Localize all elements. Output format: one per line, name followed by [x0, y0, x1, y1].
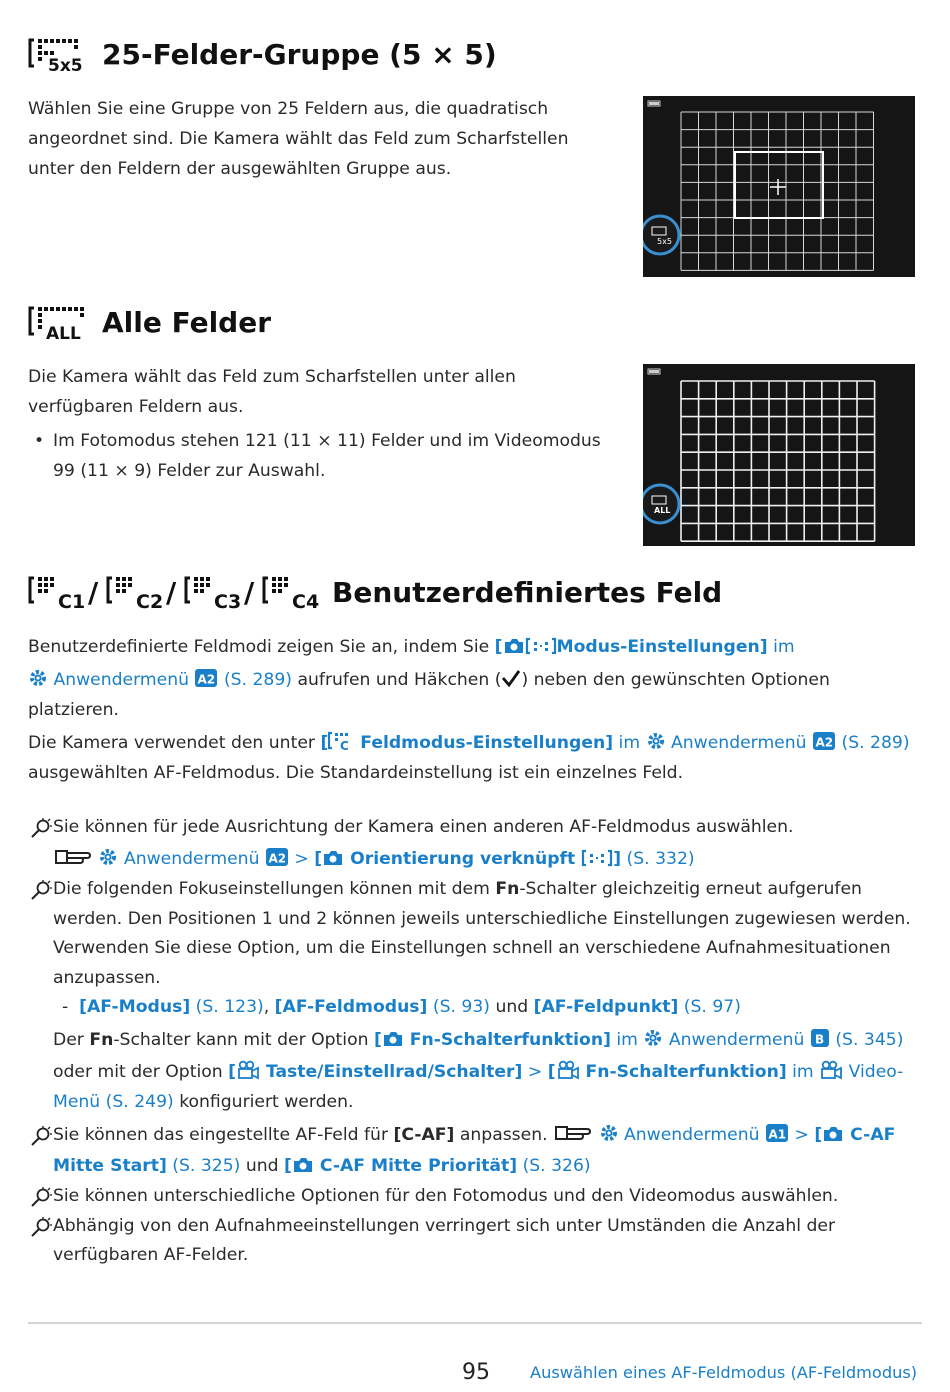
- mode-badge-all: [643, 485, 679, 523]
- tip2-line6: Der Fn-Schalter kann mit der Option [ Fn-Schalterfunktion] im Anwendermenü B (S. 345): [53, 1030, 904, 1050]
- section2-paragraph: Die Kamera wählt das Feld zum Scharfstellen unter allen verfügbaren Feldern aus.: [28, 367, 516, 417]
- tip3-line1: Sie können das eingestellte AF-Feld für [C-AF] anpassen. Anwendermenü A1 > [ C-AF: [53, 1125, 896, 1145]
- menu-badge: [812, 733, 836, 753]
- camera-icon: [292, 1156, 314, 1174]
- menu-badge: [765, 1125, 789, 1145]
- tip2-line8: Menü (S. 249) konfiguriert werden.: [53, 1092, 354, 1112]
- camera-icon: [322, 849, 344, 867]
- tip2-line7: oder mit der Option [ Taste/Einstellrad/Schalter] > [ Fn-Schalterfunktion] im Video-: [53, 1062, 904, 1082]
- svg-text:A2: A2: [815, 735, 834, 750]
- gear-icon: [599, 1123, 619, 1143]
- tip-icon: [30, 879, 52, 905]
- heading-all-fields: [28, 304, 271, 340]
- svg-text:/: /: [166, 576, 177, 609]
- tip5-line2: verfügbaren AF-Felder.: [53, 1245, 249, 1265]
- section3-line5: ausgewählten AF-Feldmodus. Die Standardeinstellung ist ein einzelnes Feld.: [28, 763, 684, 783]
- svg-text:5x5: 5x5: [657, 237, 672, 246]
- checkmark-icon: [501, 668, 521, 688]
- af-area-5x5-icon: [28, 36, 92, 72]
- tip2-line1: Die folgenden Fokuseinstellungen können mit dem Fn-Schalter gleichzeitig erneut aufgerufen: [53, 879, 862, 899]
- svg-text:A2: A2: [197, 672, 216, 687]
- af-target-icon: [525, 637, 557, 655]
- menu-badge: [265, 849, 289, 869]
- section-title: 25-Felder-Gruppe (5 × 5): [102, 37, 497, 71]
- section1-paragraph: Wählen Sie eine Gruppe von 25 Feldern aus, die quadratisch angeordnet sind. Die Kamera wählt das Feld zum Scharfstellen unter den Feldern der ausgewählten Gruppe aus.: [28, 99, 569, 179]
- heading-25-field-group: [28, 36, 497, 72]
- footer-chapter-link[interactable]: Auswählen eines AF-Feldmodus (AF-Feldmodus): [530, 1363, 918, 1382]
- svg-text:A2: A2: [268, 851, 287, 866]
- custom-menu-link[interactable]: Anwendermenü: [98, 849, 259, 869]
- camera-icon: [822, 1125, 844, 1143]
- page-ref-link[interactable]: (S. 289): [223, 670, 292, 690]
- footer-divider: [28, 1322, 922, 1324]
- section3-line2: Anwendermenü A2 (S. 289) aufrufen und Häkchen ( ) neben den gewünschten Optionen: [28, 665, 830, 695]
- modus-settings-link[interactable]: [ Modus-Einstellungen]: [494, 637, 768, 657]
- tip1-reference: Anwendermenü A2 > [ Orientierung verknüpft ] (S. 332): [53, 844, 695, 874]
- tip2-settings-list: - [AF-Modus] (S. 123), [AF-Feldmodus] (S. 93) und [AF-Feldpunkt] (S. 97): [62, 997, 741, 1017]
- tip-icon: [30, 1125, 52, 1151]
- caf-center-start-link-cont[interactable]: Mitte Start]: [53, 1156, 167, 1176]
- svg-text:/: /: [244, 576, 255, 609]
- tip5-line1: Abhängig von den Aufnahmeeinstellungen verringert sich unter Umständen die Anzahl der: [53, 1216, 836, 1236]
- page-ref-link[interactable]: (S. 345): [835, 1030, 904, 1050]
- af-target-icon: [581, 849, 613, 867]
- svg-text:A1: A1: [768, 1127, 787, 1142]
- page-ref-link[interactable]: (S. 326): [522, 1156, 591, 1176]
- video-fn-switch-link[interactable]: [ Fn-Schalterfunktion]: [547, 1062, 787, 1082]
- section3-line1: Benutzerdefinierte Feldmodi zeigen Sie an, indem Sie [ Modus-Einstellungen] im: [28, 637, 795, 657]
- custom-menu-link[interactable]: Anwendermenü: [599, 1125, 760, 1145]
- video-menu-link[interactable]: Video-: [819, 1062, 903, 1082]
- button-dial-lever-link[interactable]: [ Taste/Einstellrad/Schalter]: [228, 1062, 523, 1082]
- tip2-line4: anzupassen.: [53, 968, 161, 988]
- custom-menu-link[interactable]: Anwendermenü: [28, 670, 189, 690]
- field-mode-settings-link[interactable]: [ C Feldmodus-Einstellungen]: [320, 733, 614, 753]
- page-number: 95: [462, 1360, 490, 1385]
- tip-icon: [30, 817, 52, 843]
- video-camera-icon: [819, 1060, 843, 1080]
- svg-text:B: B: [814, 1032, 825, 1047]
- custom-menu-link[interactable]: Anwendermenü: [646, 733, 807, 753]
- gear-icon: [643, 1028, 663, 1048]
- caf-center-priority-link[interactable]: [ C-AF Mitte Priorität]: [283, 1156, 518, 1176]
- svg-text:C1: C1: [58, 591, 86, 612]
- camera-screen-all: [643, 364, 915, 546]
- page-ref-link[interactable]: (S. 332): [626, 849, 695, 869]
- battery-icon: [648, 101, 660, 106]
- fn-switch-function-link[interactable]: [ Fn-Schalterfunktion]: [373, 1030, 611, 1050]
- video-camera-icon: [556, 1060, 580, 1080]
- section-title: Alle Felder: [102, 305, 272, 339]
- svg-text:/: /: [88, 576, 99, 609]
- af-field-point-link[interactable]: [AF-Feldpunkt]: [533, 997, 679, 1017]
- af-target-cross: [770, 179, 786, 195]
- tip-icon: [30, 1186, 52, 1212]
- camera-screen-5x5: [643, 96, 915, 277]
- menu-badge: [810, 1030, 830, 1050]
- af-area-all-icon: [28, 304, 92, 340]
- gear-icon: [98, 847, 118, 867]
- reference-hand-icon: [553, 1123, 593, 1143]
- custom-menu-link[interactable]: Anwendermenü: [643, 1030, 804, 1050]
- af-area-custom-icons: [28, 572, 328, 612]
- battery-icon: [648, 369, 660, 374]
- section-title: Benutzerdefiniertes Feld: [332, 575, 723, 609]
- caf-center-start-link[interactable]: [ C-AF: [814, 1125, 896, 1145]
- selected-group-frame: [735, 152, 823, 218]
- video-menu-ref-link[interactable]: Menü (S. 249): [53, 1092, 174, 1112]
- af-field-mode-link[interactable]: [AF-Feldmodus]: [274, 997, 428, 1017]
- tip2-line3: Verwenden Sie diese Option, um die Einstellungen schnell an verschiedene Aufnahmesituationen: [53, 938, 891, 958]
- svg-text:C2: C2: [136, 591, 164, 612]
- camera-icon: [382, 1030, 404, 1048]
- tip1-text: Sie können für jede Ausrichtung der Kamera einen anderen AF-Feldmodus auswählen.: [53, 817, 794, 837]
- tip4-text: Sie können unterschiedliche Optionen für den Fotomodus und den Videomodus auswählen.: [53, 1186, 839, 1206]
- tip3-line2: Mitte Start] (S. 325) und [ C-AF Mitte Priorität] (S. 326): [53, 1156, 591, 1176]
- tip-icon: [30, 1216, 52, 1242]
- mode-badge-5x5: [643, 216, 679, 254]
- bullet-marker: •: [34, 431, 45, 451]
- heading-custom-field: [28, 572, 722, 612]
- video-camera-icon: [236, 1060, 260, 1080]
- orientation-linked-link[interactable]: [ Orientierung verknüpft ]: [314, 849, 622, 869]
- section3-line4: Die Kamera verwendet den unter [ C Feldmodus-Einstellungen] im Anwendermenü A2 (S. 289): [28, 733, 910, 753]
- gear-icon: [646, 731, 666, 751]
- af-mode-link[interactable]: [AF-Modus]: [79, 997, 191, 1017]
- menu-badge: [194, 670, 218, 690]
- svg-text:ALL: ALL: [46, 324, 81, 340]
- svg-text:C4: C4: [292, 591, 320, 612]
- svg-text:C3: C3: [214, 591, 242, 612]
- section3-line3: platzieren.: [28, 700, 119, 720]
- svg-text:ALL: ALL: [654, 506, 671, 515]
- camera-icon: [503, 637, 525, 655]
- tip2-line2: werden. Den Positionen 1 und 2 können jeweils unterschiedliche Einstellungen zugewiesen werden.: [53, 909, 911, 929]
- page-ref-link[interactable]: (S. 325): [172, 1156, 241, 1176]
- reference-hand-icon: [53, 847, 93, 867]
- section2-bullet: Im Fotomodus stehen 121 (11 × 11) Felder und im Videomodus 99 (11 × 9) Felder zur Auswahl.: [53, 431, 601, 481]
- svg-text:C: C: [340, 739, 350, 751]
- af-custom-icon: [328, 731, 354, 751]
- page-ref-link[interactable]: (S. 289): [841, 733, 910, 753]
- gear-icon: [28, 668, 48, 688]
- svg-text:5x5: 5x5: [48, 56, 83, 72]
